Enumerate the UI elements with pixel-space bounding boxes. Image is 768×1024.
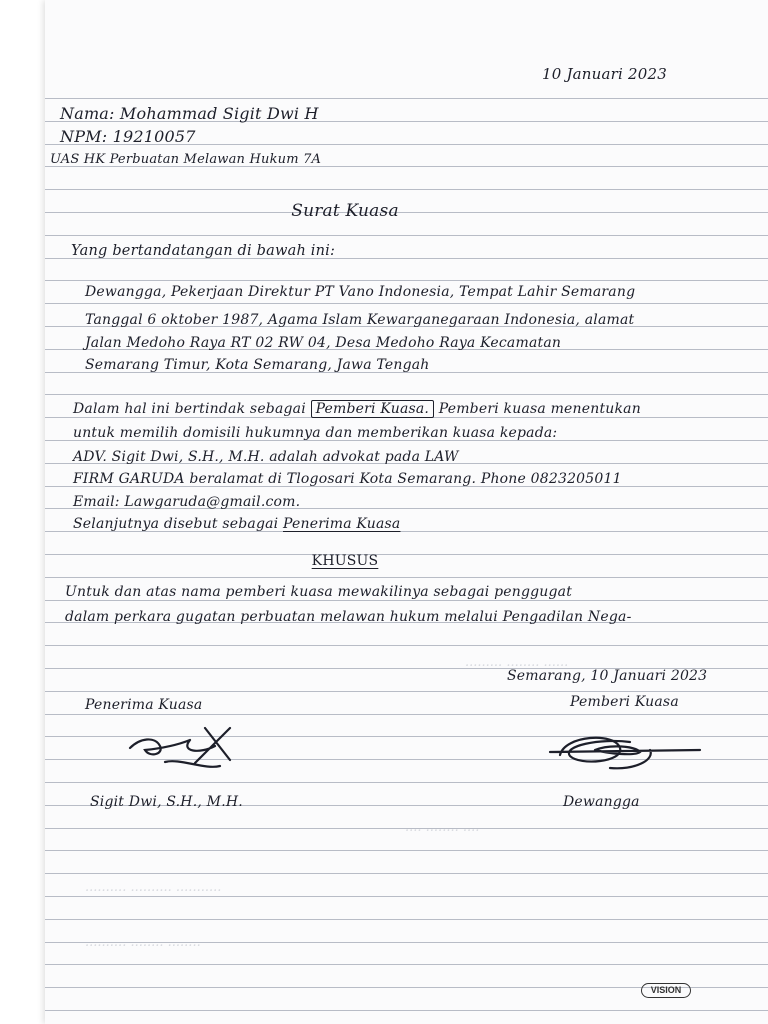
ruled-line (45, 714, 768, 715)
ruled-line (45, 919, 768, 920)
opening-line: Yang bertandatangan di bawah ini: (71, 243, 336, 259)
penerima-kuasa-inline: Penerima Kuasa (283, 516, 401, 532)
student-name: Nama: Mohammad Sigit Dwi H (60, 104, 319, 123)
pemberi-kuasa-signature (540, 720, 710, 785)
date-top: 10 Januari 2023 (542, 65, 667, 83)
penerima-kuasa-signature (120, 718, 260, 778)
penerima-kuasa-label: Penerima Kuasa (85, 697, 203, 713)
representation-line: FIRM GARUDA beralamat di Tlogosari Kota Semarang. Phone 0823205011 (73, 471, 622, 487)
ruled-line (45, 645, 768, 646)
ruled-line (45, 873, 768, 874)
pemberi-kuasa-label: Pemberi Kuasa (570, 694, 679, 710)
ruled-line (45, 280, 768, 281)
representation-line (73, 400, 641, 418)
grantor-line: Jalan Medoho Raya RT 02 RW 04, Desa Medoho Raya Kecamatan (85, 335, 562, 351)
grantor-line: Dewangga, Pekerjaan Direktur PT Vano Indonesia, Tempat Lahir Semarang (85, 284, 636, 300)
ruled-line (45, 1010, 768, 1011)
ruled-line (45, 577, 768, 578)
pemberi-kuasa-inline: Pemberi Kuasa. (311, 400, 435, 418)
right-signatory-name: Dewangga (563, 794, 640, 810)
place-date: Semarang, 10 Januari 2023 (507, 668, 708, 684)
representation-line: Email: Lawgaruda@gmail.com. (73, 494, 301, 510)
ruled-line (45, 691, 768, 692)
purpose-line: dalam perkara gugatan perbuatan melawan hukum melalui Pengadilan Nega- (65, 609, 632, 625)
purpose-line: Untuk dan atas nama pemberi kuasa mewakilinya sebagai penggugat (65, 584, 573, 600)
representation-line: untuk memilih domisili hukumnya dan memberikan kuasa kepada: (73, 425, 558, 441)
representation-tail: Pemberi kuasa menentukan (438, 401, 641, 417)
ruled-line (45, 850, 768, 851)
ruled-line (45, 896, 768, 897)
left-signatory-name: Sigit Dwi, S.H., M.H. (90, 794, 243, 810)
ruled-line (45, 189, 768, 190)
ruled-line (45, 394, 768, 395)
khusus-heading: KHUSUS (311, 553, 379, 569)
course-title: UAS HK Perbuatan Melawan Hukum 7A (50, 152, 322, 167)
student-npm: NPM: 19210057 (60, 127, 196, 146)
grantor-line: Semarang Timur, Kota Semarang, Jawa Tengah (85, 357, 430, 373)
representation-line (73, 515, 400, 533)
ruled-line (45, 235, 768, 236)
ruled-line (45, 212, 768, 213)
representation-text: Selanjutnya disebut sebagai (73, 516, 279, 532)
ruled-line (45, 98, 768, 99)
representation-line: ADV. Sigit Dwi, S.H., M.H. adalah advokat pada LAW (73, 449, 459, 465)
paper-sheet: ......... ........ ...... .... ........ .... .......... .......... ........... .......... ........ ........ 10 Januari 2023 Nama: Mohammad Sigit Dwi H NPM: 19210057 UAS HK Perbuatan Melawan Hukum 7A Surat Kuasa Yang bertandatangan di bawah ini: Dewangga, Pekerjaan Direktur PT Vano Indonesia, Tempat Lahir Semarang Tanggal 6 oktober 1987, Agama Islam Kewarganegaraan Indonesia, alamat Jalan Medoho Raya RT 02 RW 04, Desa Medoho Raya Kecamatan Semarang Timur, Kota Semarang, Jawa Tengah Dalam hal ini bertindak sebagai Pemberi Kuasa. Pemberi kuasa menentukan untuk memilih domisili hukumnya dan memberikan kuasa kepada: ADV. Sigit Dwi, S.H., M.H. adalah advokat pada LAW FIRM GARUDA beralamat di Tlogosari Kota Semarang. Phone 0823205011 Email: Lawgaruda@gmail.com. Selanjutnya disebut sebagai Penerima Kuasa KHUSUS Untuk dan atas nama pemberi kuasa mewakilinya sebagai penggugat dalam perkara gugatan perbuatan melawan hukum melalui Pengadilan Nega- Semarang, 10 Januari 2023 Pemberi Kuasa Penerima Kuasa Sigit Dwi, S.H., M.H. Dewangga VISION (45, 0, 768, 1024)
ruled-line (45, 554, 768, 555)
grantor-line: Tanggal 6 oktober 1987, Agama Islam Kewarganegaraan Indonesia, alamat (85, 312, 635, 328)
ruled-line (45, 964, 768, 965)
ruled-line (45, 303, 768, 304)
vision-brand-logo: VISION (641, 983, 691, 998)
letter-title: Surat Kuasa (291, 201, 399, 221)
representation-text: Dalam hal ini bertindak sebagai (73, 401, 306, 417)
